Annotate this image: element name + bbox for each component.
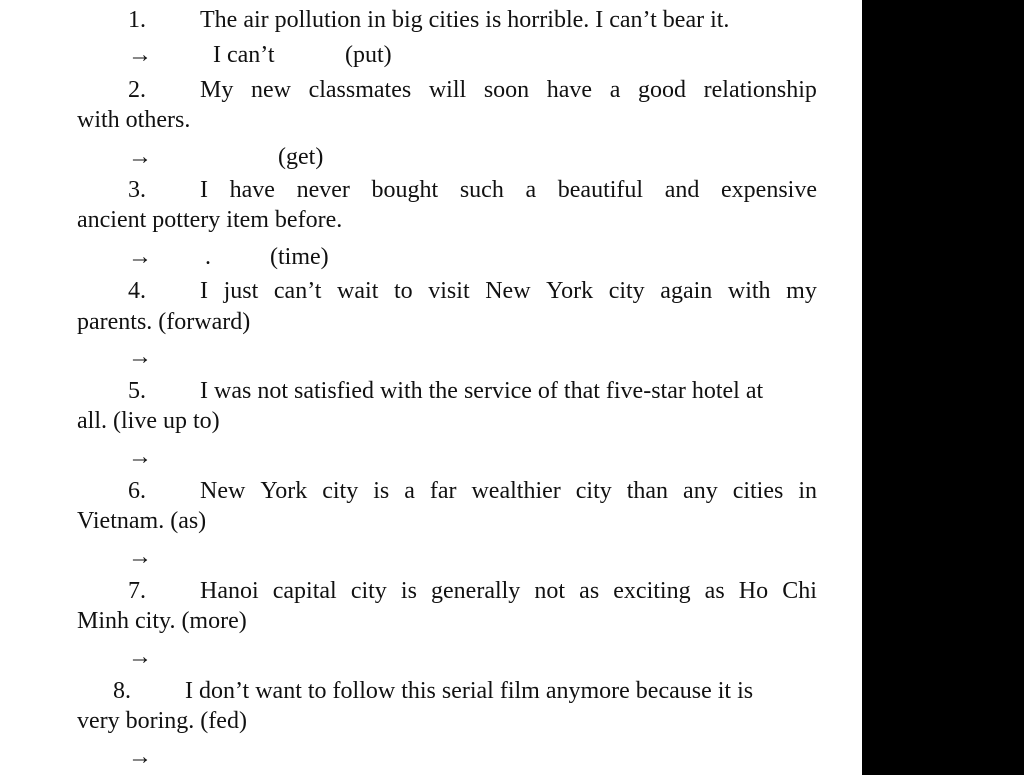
word: exciting: [613, 578, 691, 604]
item-3-line2: ancient pottery item before.: [77, 207, 343, 233]
word: is: [400, 578, 417, 604]
word: with: [727, 278, 771, 304]
word: classmates: [308, 77, 412, 103]
word: new: [250, 77, 291, 103]
item-7-arrow: →: [128, 644, 152, 670]
word: never: [296, 177, 350, 203]
item-5-line2: all. (live up to): [77, 408, 220, 434]
word: Ho: [738, 578, 769, 604]
black-side-panel: [862, 0, 1024, 775]
item-3-dot: .: [205, 244, 211, 270]
word: New: [200, 478, 246, 504]
word: cities: [732, 478, 784, 504]
word: in: [798, 478, 817, 504]
item-3-arrow: →: [128, 244, 152, 270]
item-3-number: 3.: [128, 177, 146, 203]
item-5-arrow: →: [128, 444, 152, 470]
word: I: [200, 278, 208, 304]
word: city: [350, 578, 387, 604]
word: any: [683, 478, 718, 504]
word: a: [525, 177, 537, 203]
item-5-number: 5.: [128, 378, 146, 404]
word: beautiful: [557, 177, 644, 203]
word: wealthier: [471, 478, 561, 504]
word: I: [200, 177, 208, 203]
word: to: [393, 278, 413, 304]
item-8-line2: very boring. (fed): [77, 708, 247, 734]
item-1-answer-prefix: I can’t: [213, 42, 275, 68]
word: York: [260, 478, 308, 504]
item-8-number: 8.: [113, 678, 131, 704]
item-7-number: 7.: [128, 578, 146, 604]
item-4-line1: [200, 276, 817, 306]
item-2-arrow: →: [128, 144, 152, 170]
item-8-arrow: →: [128, 744, 152, 770]
item-8-line1: I don’t want to follow this serial film anymore because it is: [185, 678, 754, 704]
word: My: [200, 77, 234, 103]
item-1-arrow: →: [128, 42, 152, 68]
word: capital: [272, 578, 337, 604]
word: Hanoi: [200, 578, 259, 604]
word: will: [428, 77, 467, 103]
word: wait: [337, 278, 379, 304]
word: Chi: [782, 578, 817, 604]
item-3-line1: [200, 175, 817, 205]
word: than: [626, 478, 669, 504]
word: again: [660, 278, 713, 304]
item-1-hint: (put): [345, 42, 392, 68]
word: just: [223, 278, 259, 304]
item-4-arrow: →: [128, 344, 152, 370]
item-7-line1: [200, 576, 817, 606]
word: city: [608, 278, 645, 304]
word: city: [322, 478, 359, 504]
word: is: [373, 478, 390, 504]
word: generally: [431, 578, 521, 604]
item-2-line2: with others.: [77, 107, 191, 133]
word: far: [429, 478, 457, 504]
item-3-hint: (time): [270, 244, 329, 270]
item-2-number: 2.: [128, 77, 146, 103]
word: a: [609, 77, 621, 103]
item-2-line1: [200, 75, 817, 105]
word: York: [546, 278, 594, 304]
item-1-sentence: The air pollution in big cities is horrible. I can’t bear it.: [200, 7, 730, 33]
item-7-line2: Minh city. (more): [77, 608, 247, 634]
word: bought: [371, 177, 439, 203]
word: such: [459, 177, 504, 203]
word: visit: [428, 278, 470, 304]
word: soon: [483, 77, 530, 103]
item-4-line2: parents. (forward): [77, 309, 251, 335]
word: expensive: [721, 177, 817, 203]
item-6-number: 6.: [128, 478, 146, 504]
item-1-number: 1.: [128, 7, 146, 33]
word: and: [664, 177, 700, 203]
item-6-line1: [200, 476, 817, 506]
word: can’t: [273, 278, 322, 304]
item-6-line2: Vietnam. (as): [77, 508, 207, 534]
word: good: [638, 77, 686, 103]
word: as: [579, 578, 600, 604]
word: have: [229, 177, 275, 203]
item-2-hint: (get): [278, 144, 324, 170]
word: have: [546, 77, 593, 103]
word: relationship: [703, 77, 817, 103]
item-6-arrow: →: [128, 544, 152, 570]
item-4-number: 4.: [128, 278, 146, 304]
word: my: [786, 278, 817, 304]
word: as: [704, 578, 725, 604]
word: not: [534, 578, 566, 604]
word: a: [404, 478, 415, 504]
word: New: [485, 278, 531, 304]
item-5-line1: I was not satisfied with the service of that five-star hotel at: [200, 378, 764, 404]
word: city: [575, 478, 612, 504]
